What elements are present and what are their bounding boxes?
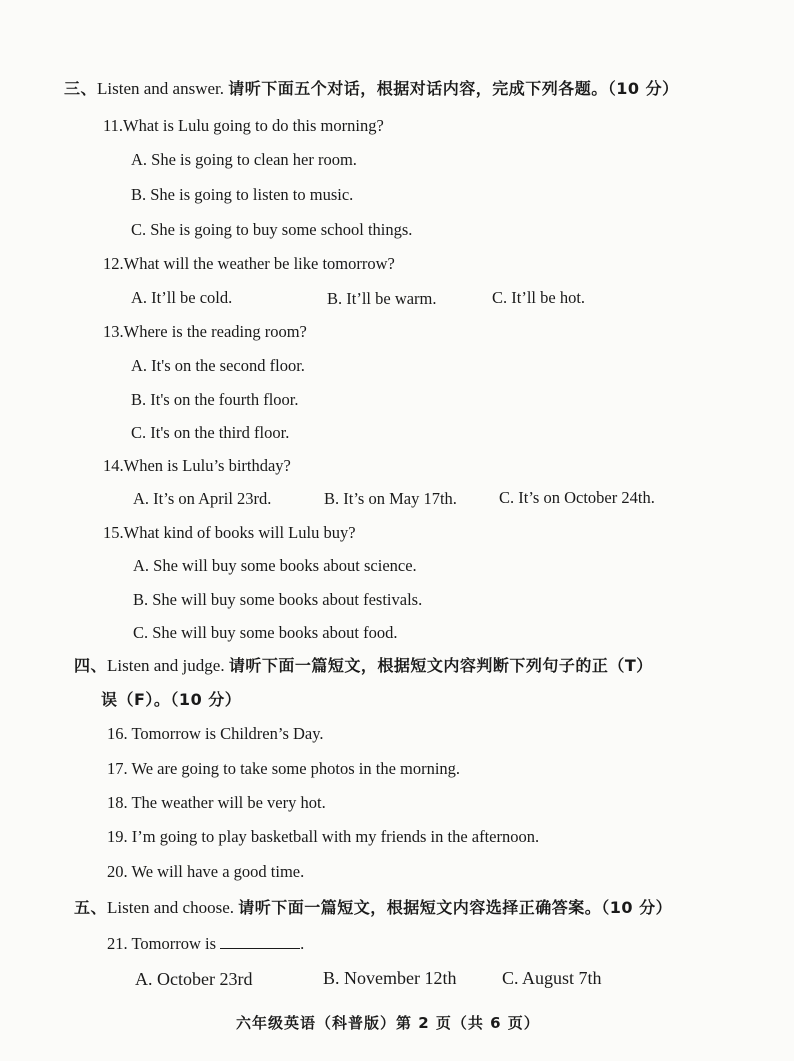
question-14-option-a: A. It’s on April 23rd. xyxy=(133,489,272,508)
section-3-number: 三、 xyxy=(64,79,98,98)
judge-item-16: 16. Tomorrow is Children’s Day. xyxy=(107,724,324,743)
answer-blank[interactable] xyxy=(220,932,300,949)
judge-item-17: 17. We are going to take some photos in the morning. xyxy=(107,759,461,778)
question-14-option-c: C. It’s on October 24th. xyxy=(499,488,655,507)
section-5-title-cn: 请听下面一篇短文，根据短文内容选择正确答案。（10 分） xyxy=(238,898,673,917)
section-4-heading-cont xyxy=(101,689,241,711)
question-12-option-a: A. It’ll be cold. xyxy=(131,288,233,307)
question-15-option-c: C. She will buy some books about food. xyxy=(133,623,398,642)
question-13-option-c: C. It's on the third floor. xyxy=(131,423,290,442)
section-4-title-cn-line1: 请听下面一篇短文，根据短文内容判断下列句子的正（T） xyxy=(228,656,653,675)
question-15-option-b: B. She will buy some books about festivals. xyxy=(133,590,423,609)
question-21-option-c: C. August 7th xyxy=(502,968,602,988)
section-4-heading xyxy=(74,655,653,677)
question-21-stem: 21. Tomorrow is xyxy=(107,934,216,953)
judge-item-20: 20. We will have a good time. xyxy=(107,862,305,881)
section-4-number: 四、 xyxy=(74,656,108,675)
question-12-option-c: C. It’ll be hot. xyxy=(492,288,586,307)
page-footer: 六年级英语（科普版）第 2 页（共 6 页） xyxy=(236,1014,540,1032)
question-11-option-c: C. She is going to buy some school things. xyxy=(131,220,413,239)
question-12-option-b: B. It’ll be warm. xyxy=(327,289,437,308)
question-12-stem: 12.What will the weather be like tomorrow? xyxy=(103,254,395,273)
judge-item-18: 18. The weather will be very hot. xyxy=(107,793,326,812)
question-15-stem: 15.What kind of books will Lulu buy? xyxy=(103,523,356,542)
question-13-stem: 13.Where is the reading room? xyxy=(103,322,307,341)
question-14-option-b: B. It’s on May 17th. xyxy=(324,489,457,508)
section-5-heading xyxy=(74,897,672,919)
question-21-stem-line xyxy=(107,932,304,955)
question-13-option-a: A. It's on the second floor. xyxy=(131,356,305,375)
section-3-heading xyxy=(64,78,679,100)
question-21-stem-end: . xyxy=(300,934,305,953)
question-11-option-b: B. She is going to listen to music. xyxy=(131,185,354,204)
question-21-option-a: A. October 23rd xyxy=(135,969,253,989)
question-14-stem: 14.When is Lulu’s birthday? xyxy=(103,456,291,475)
section-4-title-en: Listen and judge. xyxy=(107,656,225,675)
question-21-option-b: B. November 12th xyxy=(323,968,457,988)
section-5-title-en: Listen and choose. xyxy=(107,898,235,917)
section-3-title-en: Listen and answer. xyxy=(97,79,225,98)
question-11-stem: 11.What is Lulu going to do this morning? xyxy=(103,116,384,135)
question-13-option-b: B. It's on the fourth floor. xyxy=(131,390,299,409)
question-15-option-a: A. She will buy some books about science. xyxy=(133,556,417,575)
section-5-number: 五、 xyxy=(74,898,108,917)
question-11-option-a: A. She is going to clean her room. xyxy=(131,150,357,169)
judge-item-19: 19. I’m going to play basketball with my friends in the afternoon. xyxy=(107,827,540,846)
section-4-title-cn-line2: 误（F）。（10 分） xyxy=(101,690,242,709)
section-3-title-cn: 请听下面五个对话，根据对话内容，完成下列各题。（10 分） xyxy=(228,79,679,98)
